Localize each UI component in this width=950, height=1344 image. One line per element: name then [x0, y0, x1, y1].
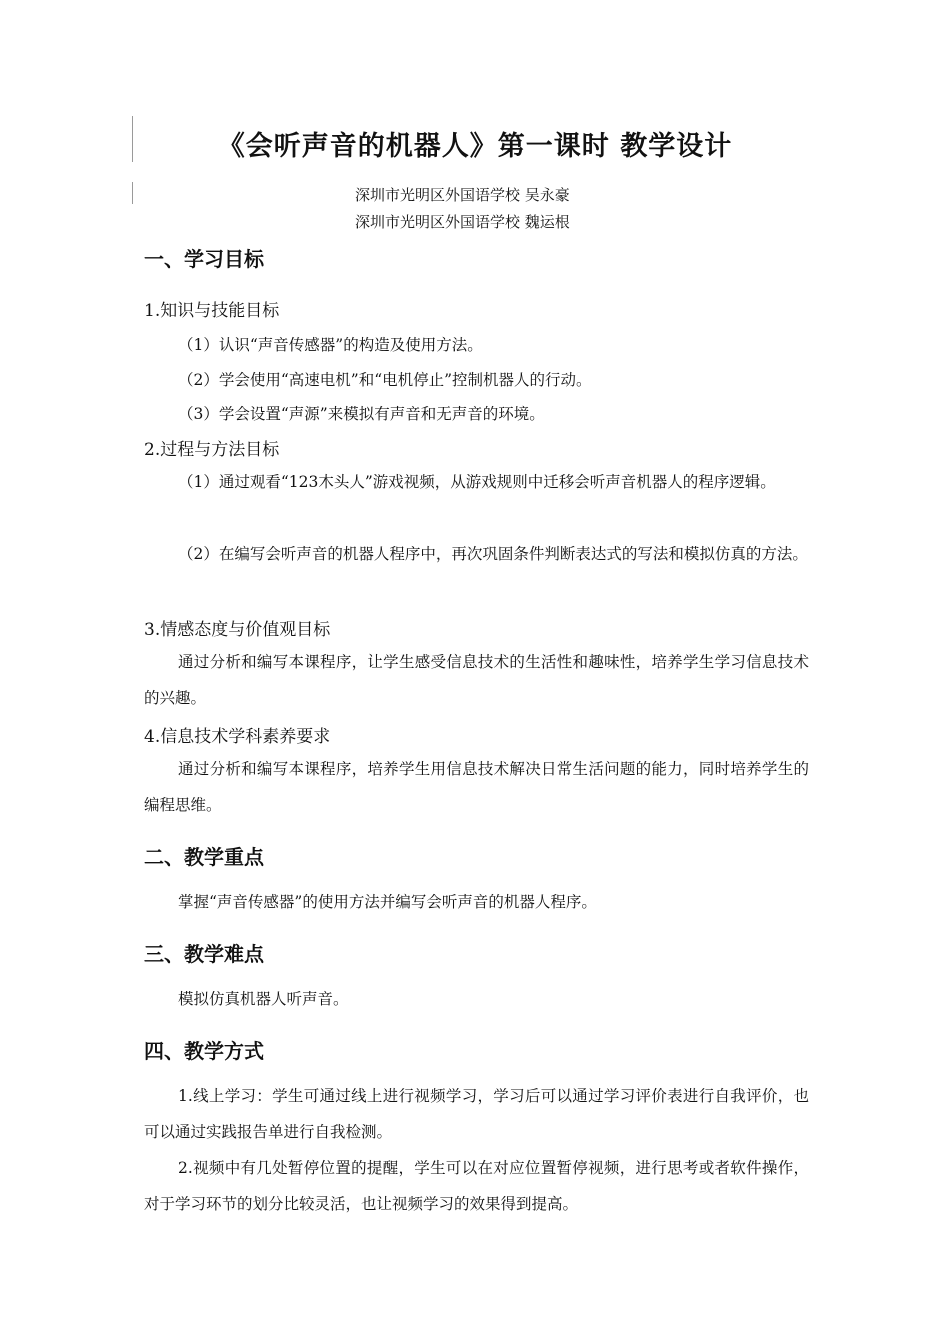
author-line-2: 深圳市光明区外国语学校 魏运根 — [355, 213, 570, 231]
section-heading-difficulties: 三、教学难点 — [144, 942, 264, 966]
process-paragraph-1: （1）通过观看“123木头人”游戏视频，从游戏规则中迁移会听声音机器人的程序逻辑。 — [178, 473, 776, 491]
subheading-emotion-values: 3.情感态度与价值观目标 — [144, 620, 331, 640]
subheading-knowledge-skills: 1.知识与技能目标 — [144, 301, 280, 321]
author-line-1: 深圳市光明区外国语学校 吴永豪 — [355, 186, 570, 204]
objective-item-1: （1）认识“声音传感器”的构造及使用方法。 — [178, 336, 483, 354]
document-title: 《会听声音的机器人》第一课时 教学设计 — [217, 131, 733, 162]
subheading-process-method: 2.过程与方法目标 — [144, 440, 280, 460]
process-paragraph-2: （2）在编写会听声音的机器人程序中，再次巩固条件判断表达式的写法和模拟仿真的方法。 — [178, 545, 808, 563]
literacy-paragraph: 通过分析和编写本课程序，培养学生用信息技术解决日常生活问题的能力，同时培养学生的编程思维。 — [144, 760, 809, 814]
margin-mark-bottom — [132, 182, 133, 204]
subheading-literacy: 4.信息技术学科素养要求 — [144, 727, 331, 747]
emotion-paragraph: 通过分析和编写本课程序，让学生感受信息技术的生活性和趣味性，培养学生学习信息技术的兴趣。 — [144, 653, 809, 707]
methods-paragraph-1: 1.线上学习：学生可通过线上进行视频学习，学习后可以通过学习评价表进行自我评价，也可以通过实践报告单进行自我检测。 — [144, 1087, 809, 1141]
key-points-paragraph: 掌握“声音传感器”的使用方法并编写会听声音的机器人程序。 — [178, 893, 597, 911]
objective-item-3: （3）学会设置“声源”来模拟有声音和无声音的环境。 — [178, 405, 545, 423]
difficulties-paragraph: 模拟仿真机器人听声音。 — [178, 990, 349, 1008]
section-heading-methods: 四、教学方式 — [144, 1039, 264, 1063]
section-heading-key-points: 二、教学重点 — [144, 845, 264, 869]
methods-paragraph-2: 2.视频中有几处暂停位置的提醒，学生可以在对应位置暂停视频，进行思考或者软件操作，对于学习环节的划分比较灵活，也让视频学习的效果得到提高。 — [144, 1159, 809, 1213]
section-heading-objectives: 一、学习目标 — [144, 247, 264, 271]
objective-item-2: （2）学会使用“高速电机”和“电机停止”控制机器人的行动。 — [178, 371, 592, 389]
